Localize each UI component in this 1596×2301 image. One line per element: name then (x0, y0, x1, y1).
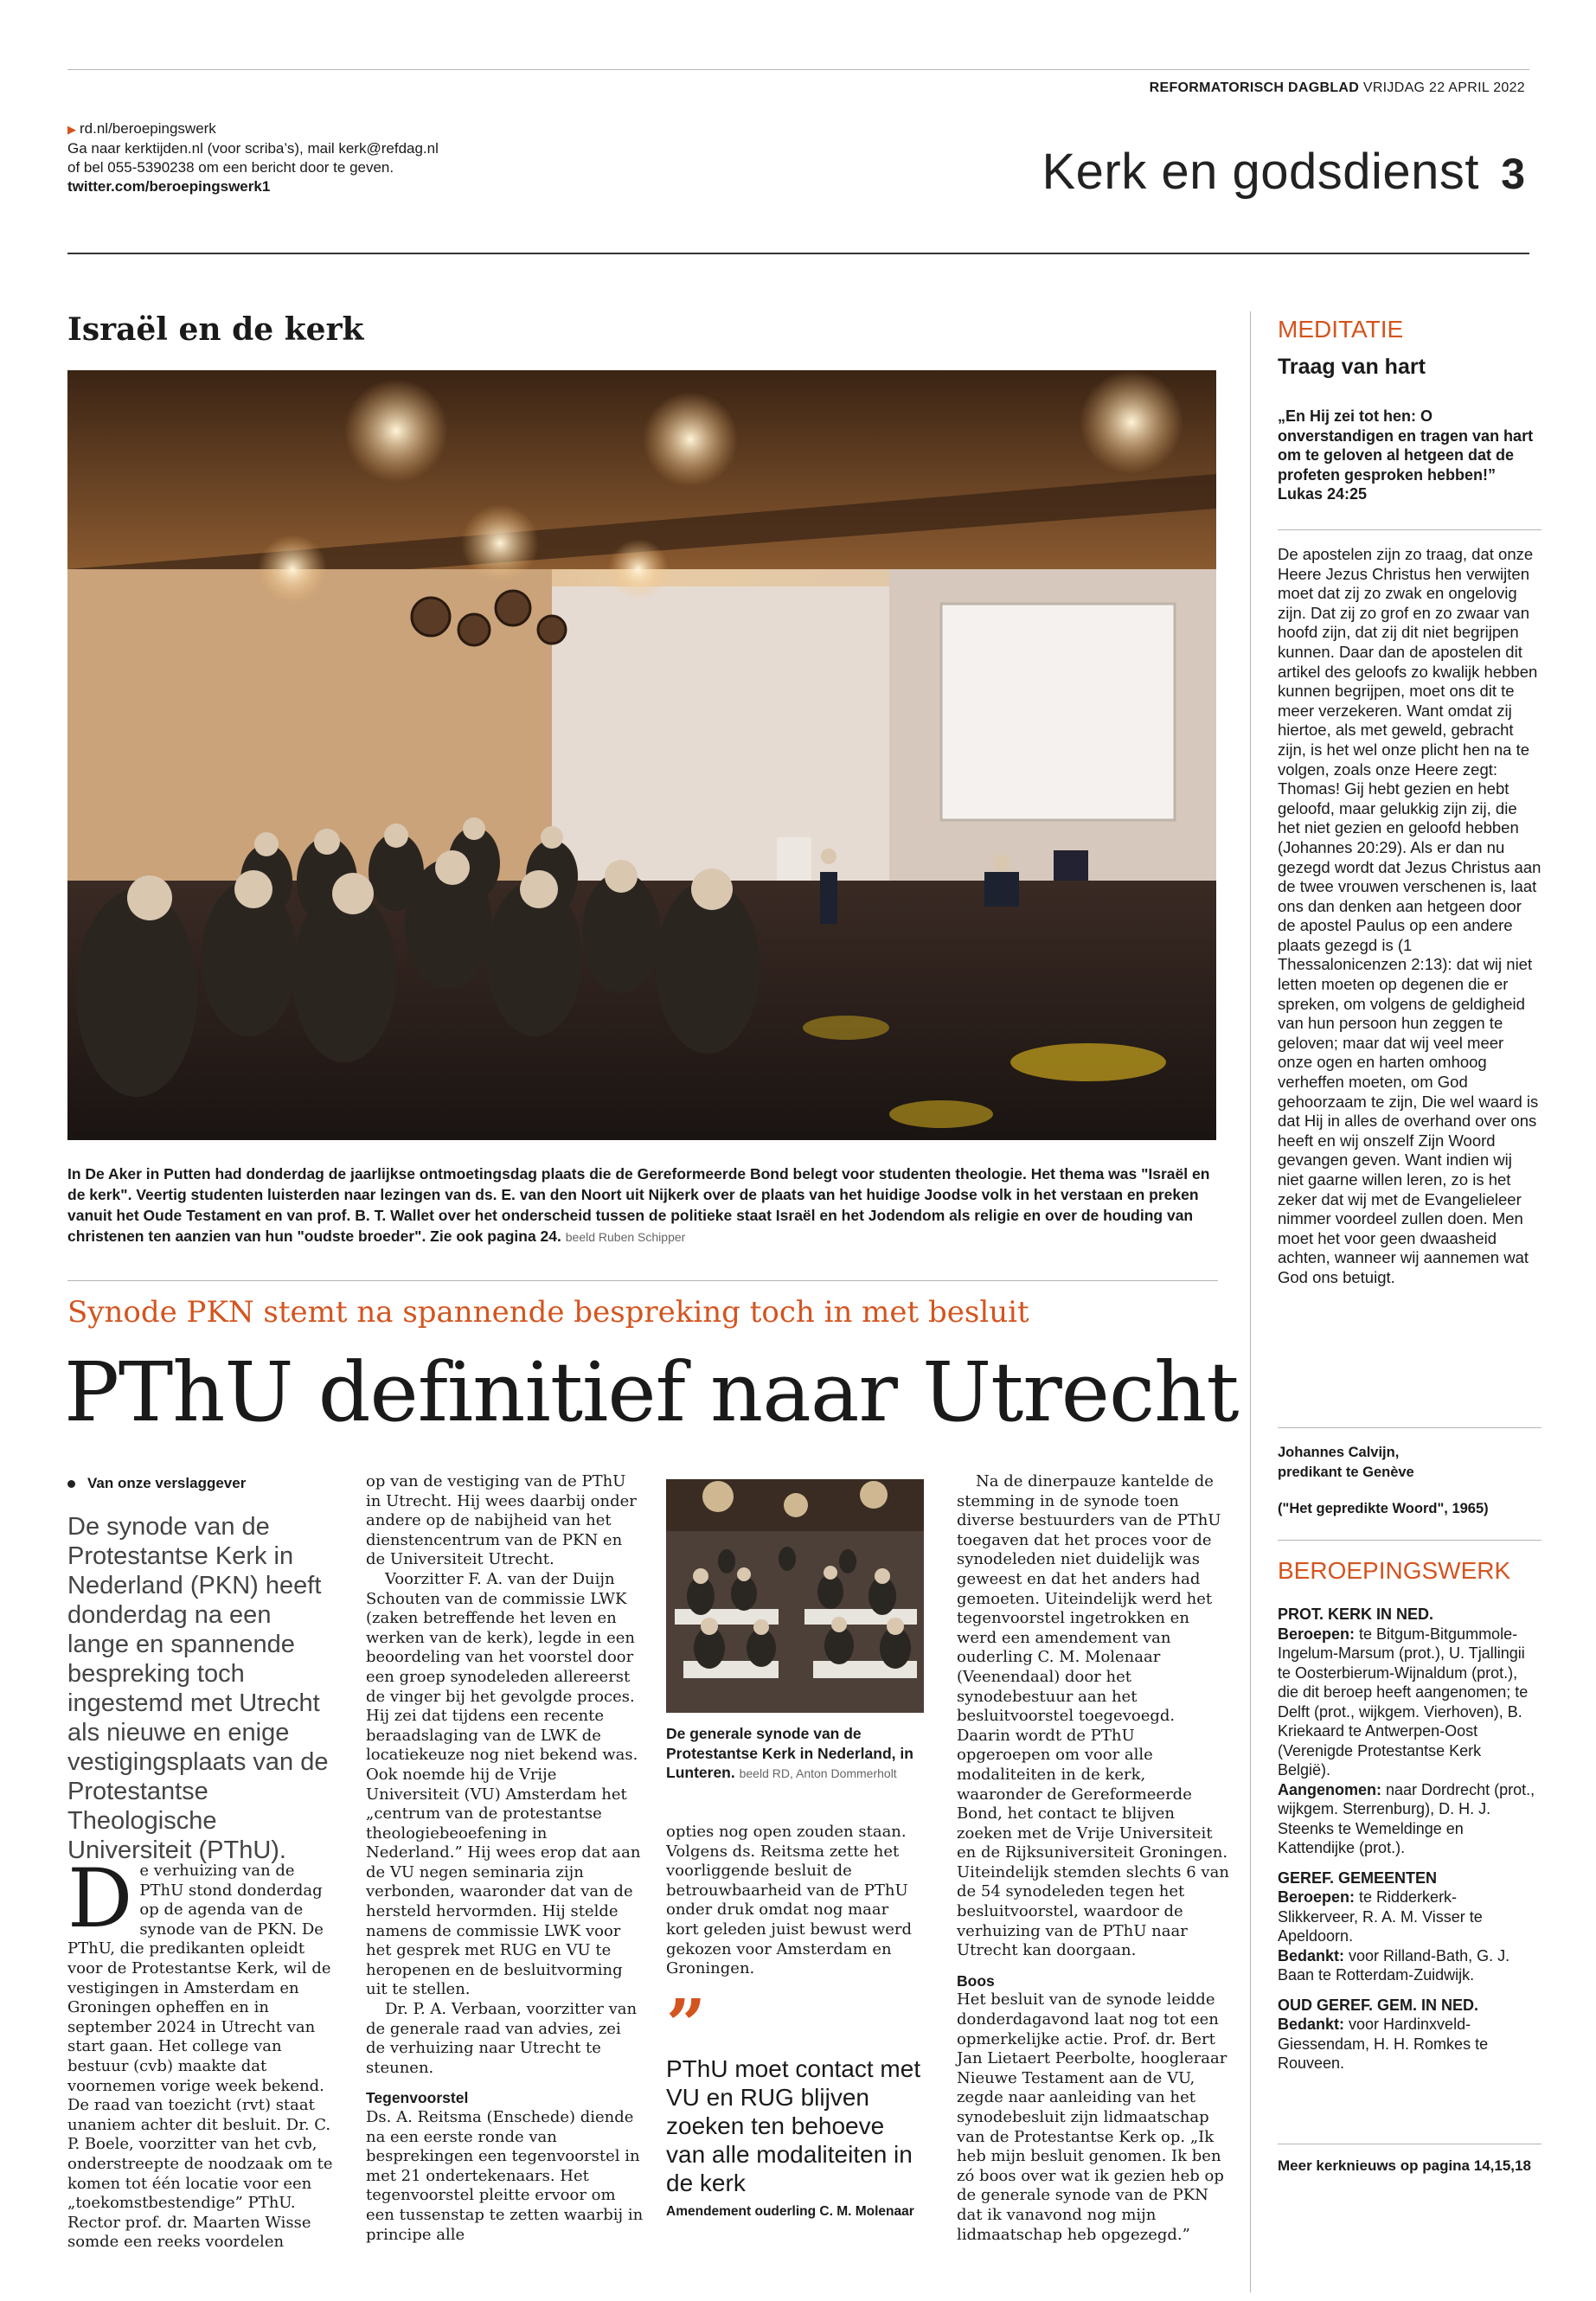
meditation-body: De apostelen zijn zo traag, dat onze Heere Jezus Christus hen verwijten moet dat zij zo zwak en ongelovig zijn. Dat zij zo grof en zo zwaar van hoofd zijn, dat zij dit niet begrijpen kunnen. Daar dan de apostelen dit artikel des geloofs zo kwalijk hebben kunnen begrijpen, moet ons dit te meer verzekeren. Want omdat zij hiertoe, als met geweld, gebracht zijn, is het wel onze plicht hen na te volgen, zoals onze Heere zegt: Thomas! Gij hebt gezien en hebt geloofd, maar gelukkig zijn zij, die het niet gezien en geloofd hebben (Johannes 20:29). Als er dan nu gezegd wordt dat Jezus Christus aan de twee vrouwen verschenen is, laat ons dan denken aan hetgeen door de apostel Paulus op een andere plaats gezegd is (1 Thessalonicenzen 2:13): dat wij niet letten moeten op degenen die er spreken, om volgens de geldigheid van hun persoon hun zeggen te geloven; maar dat wij veel meer onze ogen en harten omhoog verheffen moeten, om God gehoorzaam te zijn, Die wel waard is dat Hij in alles de overhand over ons heeft en wij onszelf Zijn Woord gevangen geven. Want indien wij niet gaarne willen leren, zo is het zeker dat wij met de Evangelieleer nimmer voordeel zullen doen. Men moet het voor geen dwaasheid achten, wanneer wij aannemen wat God ons betuigt. (1278, 545, 1542, 1286)
meditation-quote-text: „En Hij zei tot hen: O onverstandigen en tragen van hart om te geloven al hetgeen dat de profeten gesproken hebben!” (1278, 407, 1534, 484)
dropcap: D (67, 1852, 133, 1946)
page-number: 3 (1501, 150, 1525, 198)
group-entry (1278, 2015, 1537, 2073)
group-entry (1278, 1780, 1537, 1858)
beroepingswerk-label: BEROEPINGSWERK (1278, 1557, 1511, 1584)
entry-text: te Ridderkerk-Slikkerveer, R. A. M. Visser te Apeldoorn. (1278, 1888, 1483, 1945)
contact-link[interactable]: rd.nl/beroepingswerk (80, 120, 216, 137)
twitter-link[interactable]: twitter.com/beroepingswerk1 (67, 178, 271, 195)
entry-label: Bedankt: (1278, 1946, 1345, 1965)
column-2-paragraph-2: Voorzitter F. A. van der Duijn Schouten van de commissie LWK (zaken betreffende het leven en werken van de kerk), legde in een beoordeling van het voorstel door een groep synodeleden allereerst de vinger bij het gevolgde proces. Hij zei dat tijdens een recente beraadslaging van de LWK de locatiekeuze nog niet bekend was. Ook noemde hij de Vrije Universiteit (VU) Amsterdam het „centrum van de protestantse theologiebeoefening in Nederland.” Hij wees erop dat aan de VU negen seminaria zijn verbonden, waaronder dat van de hersteld hervormden. Hij stelde namens de commissie LWK voor het gesprek met RUG en VU te heropenen en de besluitvorming uit te stellen. (366, 1569, 641, 1999)
paper-name: REFORMATORISCH DAGBLAD (1149, 80, 1360, 95)
photo-caption (67, 1163, 1218, 1247)
pull-quote: PThU moet contact met VU en RUG blijven zoeken ten behoeve van alle modaliteiten in de kerk (666, 2055, 921, 2196)
photo-story-kicker: Israël en de kerk (67, 311, 364, 348)
entry-label: Aangenomen: (1278, 1780, 1382, 1798)
synod-photo-caption (666, 1724, 926, 1784)
article-rule (67, 1280, 1218, 1281)
entry-text: te Bitgum-Bitgummole-Ingelum-Marsum (prot.), U. Tjallingii te Oosterbierum-Wijnaldum (prot.), die dit beroep heeft aangenomen; te Delft (prot., wijkgem. Vierhoven), B. Kriekaard te Antwerpen-Oost (Verenigde Protestantse Kerk België). (1278, 1625, 1529, 1779)
column-4-paragraph-1: Na de dinerpauze kantelde de stemming in de synode toen diverse bestuurders van de PThU toegaven dat het proces voor de synodeleden niet duidelijk was geweest en dat het anders had gemoeten. Uiteindelijk werd het tegenvoorstel ingetrokken en werd een amendement van ouderling C. M. Molenaar (Veenendaal) door het synodebestuur aan het besluitvoorstel toegevoegd. Daarin wordt de PThU opgeroepen om voor alle modaliteiten in de kerk, waaronder de Gereformeerde Bond, het contact te blijven zoeken met de Vrije Universiteit en de Rijksuniversiteit Groningen. Uiteindelijk stemden slechts 6 van de 54 synodeleden tegen het besluitvoorstel, waardoor de verhuizing van de PThU naar Utrecht kan doorgaan. (957, 1472, 1229, 1960)
photo-credit: beeld Ruben Schipper (565, 1230, 686, 1244)
column-1-paragraph: e verhuizing van de PThU stond donderdag op de agenda van de synode van de PKN. De PThU, die predikanten opleidt voor de Protestantse Kerk, wil de vestigingen in Amsterdam en Groningen opheffen en in september 2024 in Utrecht van start gaan. Het college van bestuur (cvb) maakte dat voornemen vorige week bekend. De raad van toezicht (rvt) staat unaniem achter dit besluit. Dr. C. P. Boele, voorzitter van het cvb, onderstreepte de noodzaak om te komen tot één locatie voor een „toekomstbestendige” PThU. Rector prof. dr. Maarten Wisse somde een reeks voordelen (67, 1862, 333, 2252)
arrow-right-icon: ▶ (67, 123, 76, 136)
entry-label: Beroepen: (1278, 1625, 1356, 1643)
subheading-tegenvoorstel: Tegenvoorstel (366, 2089, 469, 2107)
article-kicker: Synode PKN stemt na spannende bespreking toch in met besluit (67, 1295, 1029, 1330)
synod-photo-credit: beeld RD, Anton Dommerholt (739, 1766, 897, 1780)
group-entry (1278, 1946, 1537, 1985)
quote-mark-icon: ” (666, 1984, 707, 2065)
group-name: OUD GEREF. GEM. IN NED. (1278, 1996, 1479, 2014)
contact-box (67, 119, 517, 196)
entry-label: Beroepen: (1278, 1888, 1356, 1906)
column-2-paragraph-4: Ds. A. Reitsma (Enschede) diende na een eerste ronde van besprekingen een tegenvoorstel in met 21 ondertekenaars. Het tegenvoorstel pleitte ervoor om een tussenstap te zetten waarbij in principe alle (366, 2108, 644, 2244)
contact-line-2: of bel 055-5390238 om een bericht door te geven. (67, 159, 394, 176)
pull-quote-source: Amendement ouderling C. M. Molenaar (666, 2204, 914, 2219)
more-news-link[interactable]: Meer kerknieuws op pagina 14,15,18 (1278, 2157, 1531, 2174)
beroepingswerk-list (1278, 1605, 1537, 2073)
conference-hall-photo (67, 370, 1216, 1140)
byline (67, 1475, 246, 1492)
group-name: GEREF. GEMEENTEN (1278, 1868, 1438, 1887)
group-name: PROT. KERK IN NED. (1278, 1606, 1434, 1623)
author-role: predikant te Genève (1278, 1465, 1414, 1480)
meditation-label: MEDITATIE (1278, 316, 1404, 343)
group-entry (1278, 1888, 1537, 1946)
article-headline: PThU definitief naar Utrecht (64, 1345, 1239, 1440)
article-column-3 (666, 1823, 926, 1979)
synod-caption-text: De generale synode van de Protestantse Kerk in Nederland, in Lunteren. (666, 1725, 913, 1781)
author-name: Johannes Calvijn, (1278, 1445, 1400, 1460)
header-rule (67, 253, 1529, 254)
entry-text: voor Rilland-Bath, G. J. Baan te Rotterdam-Zuidwijk. (1278, 1946, 1510, 1984)
column-3-paragraph: opties nog open zouden staan. Volgens ds. Reitsma zette het voorliggende besluit de betrouwbaarheid van de PThU onder druk omdat nog maar kort geleden juist bewust werd gekozen voor Amsterdam en Groningen. (666, 1823, 913, 1978)
subheading-boos: Boos (957, 1971, 995, 1990)
entry-label: Bedankt: (1278, 2016, 1345, 2033)
article-column-2 (366, 1472, 644, 2245)
column-2-paragraph-1: op van de vestiging van de PThU in Utrecht. Hij wees daarbij onder andere op de nabijheid van het dienstencentrum van de PKN en de Universiteit Utrecht. (366, 1472, 637, 1569)
sidebar-divider (1250, 311, 1251, 2292)
column-2-paragraph-3: Dr. P. A. Verbaan, voorzitter van de generale raad van advies, zei de verhuizing naar Utrecht te steunen. (366, 2000, 638, 2077)
meditation-author (1278, 1443, 1537, 1483)
group-entry (1278, 1625, 1537, 1780)
beroepingswerk-rule (1278, 1540, 1542, 1541)
article-column-4 (957, 1472, 1229, 2245)
meditation-title: Traag van hart (1278, 355, 1426, 379)
meditation-quote-ref: Lukas 24:25 (1278, 485, 1368, 503)
column-4-paragraph-2: Het besluit van de synode leidde donderdagavond laat nog tot een opmerkelijke actie. Prof. dr. Bert Jan Lietaert Peerbolte, hoogleraar Nieuwe Testament aan de VU, zegde naar aanleiding van het synodebesluit zijn lidmaatschap van de Protestantse Kerk op. „Ik heb mijn besluit genomen. Ik ben zó boos over wat ik gezien heb op de generale synode van de PKN dat ik vanavond nog mijn lidmaatschap heb opgezegd.” (957, 1990, 1227, 2244)
meditation-end-rule (1278, 1427, 1542, 1428)
article-intro: De synode van de Protestantse Kerk in Nederland (PKN) heeft donderdag na een lange en spannende bespreking toch ingestemd met Utrecht als nieuwe en enige vestigingsplaats van de Protestantse Theologische Universiteit (PThU). (67, 1513, 329, 1864)
entry-text: naar Dordrecht (prot., wijkgem. Sterrenburg), D. H. J. Steenks te Wemeldinge en Kattendijke (prot.). (1278, 1780, 1535, 1856)
meditation-source: ("Het gepredikte Woord", 1965) (1278, 1501, 1489, 1516)
section-title: Kerk en godsdienst (1042, 144, 1479, 200)
synod-photo (666, 1479, 924, 1713)
byline-text: Van onze verslaggever (87, 1475, 247, 1491)
contact-line-1: Ga naar kerktijden.nl (voor scriba’s), mail kerk@refdag.nl (67, 140, 439, 157)
article-column-1 (67, 1852, 337, 2253)
meditation-rule (1278, 529, 1542, 530)
top-rule (67, 69, 1529, 70)
bullet-icon (67, 1480, 75, 1488)
masthead (1150, 80, 1525, 96)
issue-date: VRIJDAG 22 APRIL 2022 (1362, 80, 1525, 95)
entry-text: voor Hardinxveld-Giessendam, H. H. Romkes te Rouveen. (1278, 2016, 1489, 2072)
meditation-quote (1278, 407, 1537, 504)
photo-caption-text: In De Aker in Putten had donderdag de jaarlijkse ontmoetingsdag plaats die de Gereformeerde Bond belegt voor studenten theologie. Het thema was "Israël en de kerk". Veertig studenten luisterden naar lezingen van ds. E. van den Noort uit Nijkerk over de plaats van het huidige Joodse volk in het verstaan en preken vanuit het Oude Testament en van prof. B. T. Wallet over het onderscheid tussen de politieke staat Israël en het Jodendom als religie en over de houding van christenen ten aanzien van hun "oudste broeder". Zie ook pagina 24. (67, 1165, 1210, 1245)
